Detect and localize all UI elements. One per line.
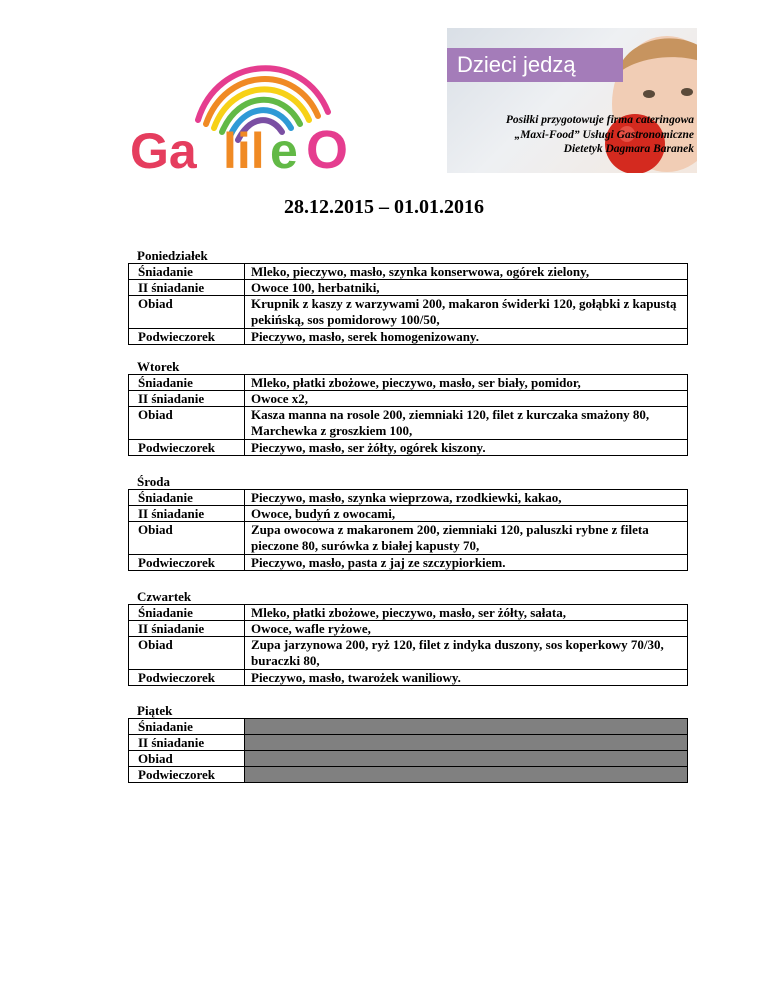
table-row [129,719,688,735]
table-row [129,329,688,345]
meal-content-empty [245,719,688,735]
day-name: Wtorek [137,359,180,374]
meal-content: Pieczywo, masło, twarożek waniliowy. [245,670,688,686]
meal-content: Owoce, wafle ryżowe, [245,621,688,637]
logo-text-o: O [306,120,349,175]
meal-label: II śniadanie [129,735,245,751]
meal-table [128,718,688,783]
table-row [129,621,688,637]
meal-label: Śniadanie [129,605,245,621]
meal-content: Pieczywo, masło, szynka wieprzowa, rzodkiewki, kakao, [245,490,688,506]
meal-label: Obiad [129,296,245,329]
table-row [129,767,688,783]
banner-line: „Maxi-Food” Usługi Gastronomiczne [514,128,694,141]
meal-table [128,489,688,571]
logo-text-mid: lil [223,123,265,175]
day-block-tuesday [128,359,688,456]
meal-content: Mleko, pieczywo, masło, szynka konserwowa, ogórek zielony, [245,264,688,280]
catering-banner [447,28,697,173]
meal-content: Krupnik z kaszy z warzywami 200, makaron świderki 120, gołąbki z kapustą pekińską, sos pomidorowy 100/50, [245,296,688,329]
table-row [129,407,688,440]
meal-label: Obiad [129,637,245,670]
table-row [129,735,688,751]
meal-content: Pieczywo, masło, ser żółty, ogórek kiszony. [245,440,688,456]
meal-label: II śniadanie [129,621,245,637]
meal-content: Owoce x2, [245,391,688,407]
meal-label: Podwieczorek [129,555,245,571]
meal-label: Śniadanie [129,375,245,391]
meal-label: Podwieczorek [129,767,245,783]
table-row [129,522,688,555]
meal-label: Śniadanie [129,490,245,506]
meal-content: Zupa jarzynowa 200, ryż 120, filet z indyka duszony, sos koperkowy 70/30, buraczki 80, [245,637,688,670]
meal-content: Owoce 100, herbatniki, [245,280,688,296]
table-row [129,280,688,296]
meal-content: Kasza manna na rosole 200, ziemniaki 120, filet z kurczaka smażony 80, Marchewka z groszkiem 100, [245,407,688,440]
meal-label: Podwieczorek [129,670,245,686]
meal-label: Obiad [129,522,245,555]
day-block-wednesday [128,474,688,571]
table-row [129,605,688,621]
day-block-thursday [128,589,688,686]
meal-label: Obiad [129,751,245,767]
day-block-friday [128,703,688,783]
meal-content: Owoce, budyń z owocami, [245,506,688,522]
meal-label: Śniadanie [129,264,245,280]
meal-label: II śniadanie [129,391,245,407]
meal-content: Mleko, płatki zbożowe, pieczywo, masło, ser biały, pomidor, [245,375,688,391]
table-row [129,751,688,767]
table-row [129,490,688,506]
meal-table [128,263,688,345]
banner-line: Posiłki przygotowuje firma cateringowa [505,114,694,126]
meal-label: Śniadanie [129,719,245,735]
table-row [129,296,688,329]
meal-label: Obiad [129,407,245,440]
table-row [129,506,688,522]
meal-table [128,604,688,686]
logo-text-left: Ga [130,123,197,175]
rainbow-logo-icon [128,50,390,175]
day-name: Czwartek [137,589,192,604]
table-row [129,637,688,670]
table-row [129,264,688,280]
banner-line: Dietetyk Dagmara Baranek [563,143,694,155]
banner-title: Dzieci jedzą [447,48,623,82]
logo-text-e: e [270,123,298,175]
table-row [129,375,688,391]
meal-content-empty [245,735,688,751]
table-row [129,555,688,571]
banner-caption [506,113,694,157]
meal-label: Podwieczorek [129,440,245,456]
meal-content: Zupa owocowa z makaronem 200, ziemniaki 120, paluszki rybne z fileta pieczone 80, surówka z białej kapusty 70, [245,522,688,555]
galileo-logo [128,50,390,175]
meal-label: II śniadanie [129,280,245,296]
day-name: Środa [137,474,170,489]
table-row [129,670,688,686]
meal-content-empty [245,767,688,783]
meal-label: Podwieczorek [129,329,245,345]
day-block-monday [128,248,688,345]
meal-content: Pieczywo, masło, pasta z jaj ze szczypiorkiem. [245,555,688,571]
meal-label: II śniadanie [129,506,245,522]
meal-content: Mleko, płatki zbożowe, pieczywo, masło, ser żółty, sałata, [245,605,688,621]
date-range-title: 28.12.2015 – 01.01.2016 [284,196,484,218]
meal-table [128,374,688,456]
table-row [129,440,688,456]
meal-content: Pieczywo, masło, serek homogenizowany. [245,329,688,345]
table-row [129,391,688,407]
meal-content-empty [245,751,688,767]
day-name: Poniedziałek [137,248,208,263]
day-name: Piątek [137,703,173,718]
